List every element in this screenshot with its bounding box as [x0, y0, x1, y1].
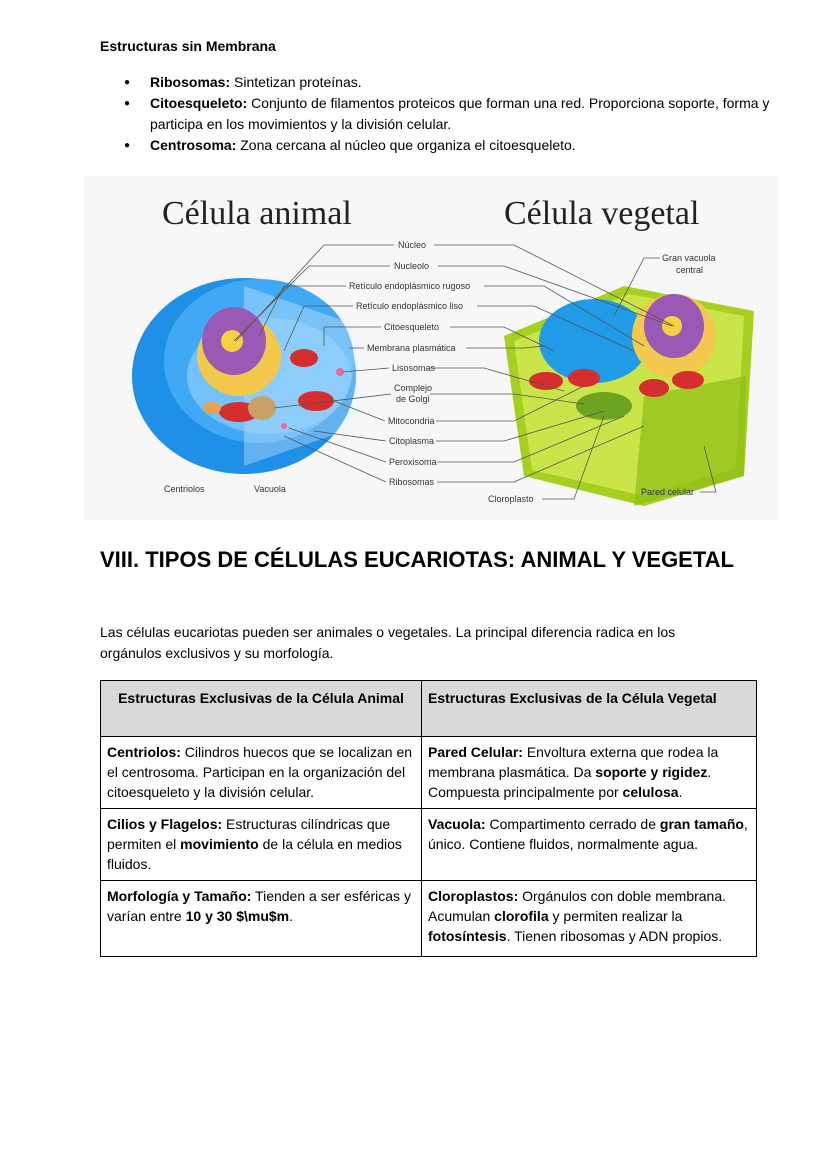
bullet-list: [100, 72, 790, 156]
label-pared: Pared celular: [641, 487, 695, 497]
label-rel: Retículo endoplásmico liso: [356, 301, 464, 311]
table-row: [101, 809, 757, 881]
list-item: ● Citoesqueleto: Conjunto de filamentos proteicos que forman una red. Proporciona soporte, forma y participa en los movimientos y la división celular.: [150, 93, 790, 135]
table-cell: Morfología y Tamaño: Tienden a ser esféricas y varían entre 10 y 30 $\mu$m.: [101, 881, 422, 957]
label-lisosomas: Lisosomas: [392, 363, 436, 373]
header-animal: Estructuras Exclusivas de la Célula Animal: [101, 681, 422, 737]
label-vacuola: Vacuola: [254, 484, 286, 494]
label-peroxisoma: Peroxisoma: [389, 457, 437, 467]
table-cell: Centriolos: Cilindros huecos que se localizan en el centrosoma. Participan en la organización del citoesqueleto y la división celular.: [101, 737, 422, 809]
label-citoplasma: Citoplasma: [389, 436, 435, 446]
label-citoesqueleto: Citoesqueleto: [384, 322, 440, 332]
plant-cell-title: Célula vegetal: [504, 195, 700, 232]
label-membrana: Membrana plasmática: [367, 343, 456, 353]
label-gran-vacuola-2: central: [676, 265, 704, 275]
label-ribosomas: Ribosomas: [389, 477, 435, 487]
label-gran-vacuola: Gran vacuola: [662, 253, 716, 263]
intro-paragraph: Las células eucariotas pueden ser animales o vegetales. La principal diferencia radica en los orgánulos exclusivos y su morfología.: [100, 624, 676, 661]
label-centriolos: Centriolos: [164, 484, 205, 494]
label-nucleo: Núcleo: [398, 240, 427, 250]
label-mitocondria: Mitocondria: [388, 416, 435, 426]
chapter-title: VIII. TIPOS DE CÉLULAS EUCARIOTAS: ANIMAL Y VEGETAL: [100, 547, 734, 572]
table-row: [101, 881, 757, 957]
label-rer: Retículo endoplásmico rugoso: [349, 281, 471, 291]
label-golgi: Complejo: [394, 383, 433, 393]
table-header-row: [101, 681, 757, 737]
label-nucleolo: Nucleolo: [394, 261, 430, 271]
table-cell: Vacuola: Compartimento cerrado de gran tamaño, único. Contiene fluidos, normalmente agua.: [422, 809, 757, 881]
table-cell: Cloroplastos: Orgánulos con doble membrana. Acumulan clorofila y permiten realizar la fotosíntesis. Tienen ribosomas y ADN propios.: [422, 881, 757, 957]
animal-cell-title: Célula animal: [162, 195, 352, 232]
comparison-table: [100, 680, 757, 957]
table-cell: Pared Celular: Envoltura externa que rodea la membrana plasmática. Da soporte y rigidez. Compuesta principalmente por celulosa.: [422, 737, 757, 809]
table-row: [101, 737, 757, 809]
table-cell: Cilios y Flagelos: Estructuras cilíndricas que permiten el movimiento de la célula en medios fluidos.: [101, 809, 422, 881]
list-item: ● Centrosoma: Zona cercana al núcleo que organiza el citoesqueleto.: [150, 135, 790, 156]
list-item: ● Ribosomas: Sintetizan proteínas.: [150, 72, 790, 93]
cell-illustration: [84, 176, 778, 520]
cell-diagram: [84, 176, 778, 520]
section-heading: Estructuras sin Membrana: [100, 38, 276, 54]
label-cloroplasto: Cloroplasto: [488, 494, 534, 504]
label-golgi-2: de Golgi: [396, 394, 430, 404]
header-vegetal: Estructuras Exclusivas de la Célula Vegetal: [422, 681, 757, 737]
